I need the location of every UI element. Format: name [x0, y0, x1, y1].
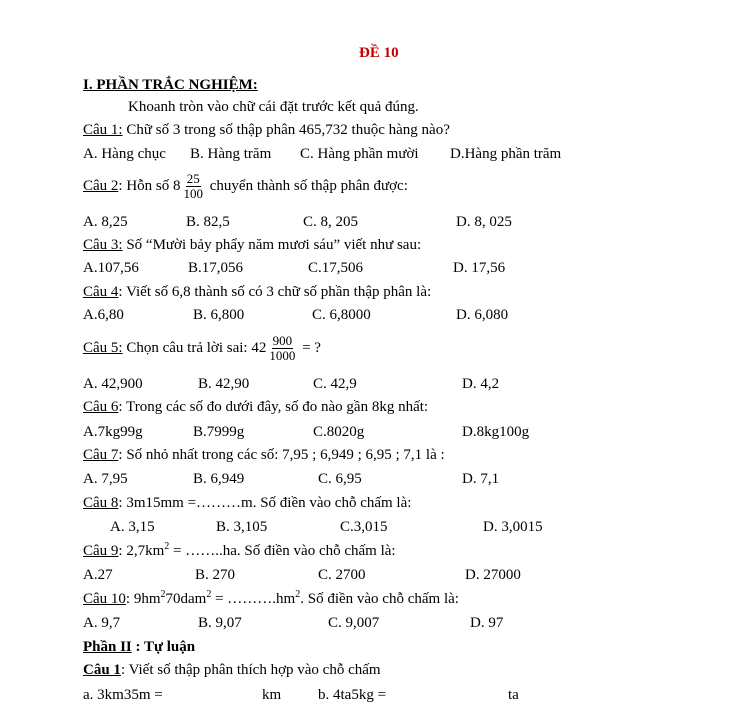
question-4 [83, 283, 431, 301]
q6-option-a: A.7kg99g [83, 424, 143, 440]
q7-option-c: C. 6,95 [318, 471, 362, 487]
question-6 [83, 398, 428, 416]
part2-heading-label: Phần II [83, 639, 132, 655]
q9-option-d: D. 27000 [465, 567, 521, 583]
q5-option-b: B. 42,90 [198, 376, 250, 392]
question-7 [83, 446, 445, 464]
question-label: Câu 6 [83, 399, 119, 415]
q3-option-c: C.17,506 [308, 260, 364, 276]
question-2 [83, 168, 408, 204]
question-9 [83, 542, 396, 560]
question-text: : 9hm [125, 591, 161, 607]
q7-option-d: D. 7,1 [462, 471, 500, 487]
q9-option-a: A.27 [83, 567, 113, 583]
question-3 [83, 236, 421, 254]
question-label: Câu 8 [83, 495, 119, 511]
q4-option-b: B. 6,800 [193, 307, 245, 323]
exercise-b-unit: ta [508, 687, 519, 703]
question-label: Câu 4 [83, 284, 119, 300]
question-label: Câu 3: [83, 237, 123, 253]
q8-option-d: D. 3,0015 [483, 519, 543, 535]
question-text: : Viết số 6,8 thành số có 3 chữ số phần thập phân là: [118, 284, 432, 300]
q10-option-a: A. 9,7 [83, 615, 121, 631]
q5-option-a: A. 42,900 [83, 376, 143, 392]
q2-option-b: B. 82,5 [186, 214, 230, 230]
question-text: : Viết số thập phân thích hợp vào chỗ chấm [120, 662, 381, 678]
question-text-rest: chuyển thành số thập phân được: [206, 178, 408, 194]
question-text-rest: = ? [298, 340, 321, 356]
q6-option-c: C.8020g [313, 424, 365, 440]
question-10 [83, 590, 459, 608]
q1-option-d: D.Hàng phần trăm [450, 146, 562, 162]
question-5 [83, 330, 321, 366]
q8-option-b: B. 3,105 [216, 519, 268, 535]
exercise-a-unit: km [262, 687, 282, 703]
question-label: Câu 7 [83, 447, 119, 463]
q9-option-c: C. 2700 [318, 567, 366, 583]
question-label: Câu 9 [83, 543, 119, 559]
q1-option-c: C. Hàng phần mười [300, 146, 419, 162]
superscript: 2 [164, 541, 170, 552]
q6-option-d: D.8kg100g [462, 424, 530, 440]
q7-option-a: A. 7,95 [83, 471, 128, 487]
question-text: = ……….hm [211, 591, 296, 607]
question-text: : 3m15mm =………m. Số điền vào chỗ chấm là: [118, 495, 412, 511]
part2-question-1 [83, 661, 381, 679]
part2-heading [83, 638, 195, 656]
question-label: Câu 10 [83, 591, 126, 607]
part1-heading: I. PHẦN TRẮC NGHIỆM: [83, 77, 258, 93]
question-text: Chữ số 3 trong số thập phân 465,732 thuộc hàng nào? [122, 122, 450, 138]
question-text: 70dam [165, 591, 207, 607]
fraction-denominator: 1000 [269, 348, 296, 364]
q3-option-a: A.107,56 [83, 260, 139, 276]
question-1 [83, 121, 450, 139]
question-label: Câu 5: [83, 340, 123, 356]
q4-option-c: C. 6,8000 [312, 307, 371, 323]
question-text: : Số nhỏ nhất trong các số: 7,95 ; 6,949 ; 6,95 ; 7,1 là : [118, 447, 445, 463]
q1-option-a: A. Hàng chục [83, 146, 166, 162]
q3-option-d: D. 17,56 [453, 260, 506, 276]
q4-option-d: D. 6,080 [456, 307, 509, 323]
q5-option-c: C. 42,9 [313, 376, 357, 392]
q8-option-a: A. 3,15 [110, 519, 155, 535]
q2-option-a: A. 8,25 [83, 214, 128, 230]
question-text: Chọn câu trả lời sai: 42 [122, 340, 267, 356]
q2-option-c: C. 8, 205 [303, 214, 359, 230]
q3-option-b: B.17,056 [188, 260, 244, 276]
q9-option-b: B. 270 [195, 567, 236, 583]
q10-option-b: B. 9,07 [198, 615, 242, 631]
q5-option-d: D. 4,2 [462, 376, 500, 392]
q8-option-c: C.3,015 [340, 519, 388, 535]
question-8 [83, 494, 411, 512]
mixed-fraction [268, 334, 296, 363]
q10-option-c: C. 9,007 [328, 615, 380, 631]
question-label: Câu 2 [83, 178, 119, 194]
question-label: Câu 1 [83, 662, 121, 678]
superscript: 2 [206, 589, 212, 600]
question-text: : Trong các số đo dưới đây, số đo nào gần 8kg nhất: [118, 399, 429, 415]
part1-instruction: Khoanh tròn vào chữ cái đặt trước kết quả đúng. [128, 99, 419, 115]
exam-title: ĐỀ 10 [359, 45, 399, 61]
mixed-fraction [183, 172, 205, 201]
question-text: : Hỗn số 8 [118, 178, 181, 194]
exercise-a: a. 3km35m = [83, 687, 163, 703]
q6-option-b: B.7999g [193, 424, 245, 440]
fraction-numerator: 900 [272, 333, 293, 349]
q10-option-d: D. 97 [470, 615, 504, 631]
question-text-rest: = ……..ha. Số điền vào chỗ chấm là: [169, 543, 396, 559]
q7-option-b: B. 6,949 [193, 471, 245, 487]
superscript: 2 [295, 589, 301, 600]
question-text: : 2,7km [118, 543, 165, 559]
q2-option-d: D. 8, 025 [456, 214, 512, 230]
question-text: . Số điền vào chỗ chấm là: [300, 591, 459, 607]
fraction-numerator: 25 [186, 171, 200, 187]
superscript: 2 [160, 589, 166, 600]
question-label: Câu 1: [83, 122, 123, 138]
q4-option-a: A.6,80 [83, 307, 124, 323]
part2-heading-rest: : Tự luận [131, 639, 196, 655]
question-text: Số “Mười bảy phẩy năm mươi sáu” viết như sau: [122, 237, 422, 253]
fraction-denominator: 100 [183, 186, 204, 202]
exercise-b: b. 4ta5kg = [318, 687, 387, 703]
q1-option-b: B. Hàng trăm [190, 146, 272, 162]
